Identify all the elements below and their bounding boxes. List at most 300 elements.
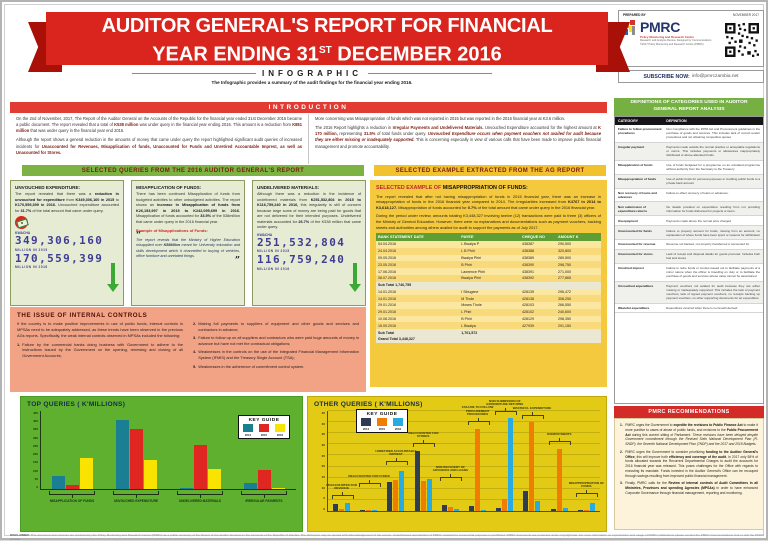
arrow-shaft — [111, 263, 115, 285]
definition-text: Use of funds budgeted for a programme on an unrelated programme without authority from the Secretary to the Treasury — [666, 163, 760, 172]
bar-group — [410, 451, 437, 511]
key-guide-entry — [361, 418, 371, 431]
bar-2014 — [333, 504, 338, 511]
divider-line — [368, 73, 492, 74]
x-category-label: UNACCOUNTED FOR FUNDS — [347, 474, 390, 479]
item-text: Weaknesses in the controls on the use of the Integrated Financial Management Information System (IFMIS) and the Treasury Single Account (TSA); — [198, 349, 359, 361]
bar-2014 — [244, 483, 257, 489]
bar-2015 — [393, 480, 398, 511]
table-cell: 24.04.2016 — [378, 249, 396, 254]
definition-category: Unaccounted for funds — [618, 228, 652, 233]
bar-2014 — [180, 488, 193, 489]
subscribe-bar — [618, 70, 764, 83]
table-cell: 428102 — [522, 310, 534, 315]
selected-queries-header: SELECTED QUERIES FROM THE 2016 AUDITOR GENERAL'S REPORT — [22, 165, 364, 176]
example-paragraph: The report revealed that after not having misappropriation of funds in 2015 financial year, there was an increase in misappropriation of funds in the 2016 financial year compared to 2014. The irregularities increased from K4767 in 2014 to K3,618,127. Misappropriation of funds accounted for 0.7% of the total amount that came under query in the 2016 financial year. — [376, 193, 601, 210]
card-body: The report revealed that there was a reduction in unvouched for expenditure from K349,306,160 in 2015 to K170,559,399 in 2016. Unvouched expenditure accounted for 31.7% of the total amount that came under query. — [15, 192, 119, 213]
subtotal-row — [376, 329, 601, 336]
chart-area — [27, 411, 296, 490]
item-number: 4. — [193, 349, 197, 355]
example-paragraph: During the period under review, amounts totaling K3,448,327 involving twelve (12) transactions were paid to three (3) officers of the Ministry of General Education. However, there were no explanations and documentations such as payment vouchers, backing sheets and authorities among others availed for audit to support the payments as of July 2017. — [376, 213, 601, 230]
swatch-year: 2014 — [244, 432, 252, 437]
definition-row — [615, 175, 763, 189]
subtotal-value — [459, 282, 520, 289]
definition-category: Overpayment — [618, 218, 638, 223]
subscribe-label: SUBSCRIBE NOW: — [643, 73, 690, 80]
bar-2014 — [360, 510, 365, 511]
x-category-label: UNDELIVERED MATERIALS — [178, 499, 222, 503]
definition-row — [615, 143, 763, 161]
internal-controls-panel — [10, 307, 366, 392]
definition-text: Revenue not banked, not properly transferred or accounted for — [666, 242, 750, 247]
bar-2016 — [272, 488, 285, 489]
subtotal-value: 1,701,572 — [459, 329, 520, 336]
bar-2016 — [535, 501, 540, 511]
bar-2014 — [116, 420, 129, 489]
definitions-col-definition: DEFINITION — [666, 119, 687, 123]
item-number: 3. — [193, 335, 197, 341]
table-cell: 428103 — [522, 303, 534, 308]
subtotal-label: Sub Total — [376, 329, 459, 336]
bar-2015 — [529, 422, 534, 511]
grand-total-row — [376, 336, 601, 343]
intro-paragraph: On the 2nd of November, 2017, The Report of the Auditor General on the Accounts of the Republic for the financial year ended 31st December 2016 became a public document. The report revealed that a total of K538 million was under query in the financial year ending 2016. This amount is a reduction from K881 million that was under query in the financial year end 2015. — [16, 116, 302, 134]
query-card-unvouched-expenditure — [10, 180, 124, 306]
bar-2015 — [339, 509, 344, 511]
bar-2016 — [454, 509, 459, 511]
x-category-label: UNVOUCHED EXPENDITURE — [113, 499, 159, 503]
y-tick-label: 0 — [323, 506, 325, 511]
bar-2015 — [502, 499, 507, 511]
definition-text: Failure to retire funds or monies issued out to facilitate payments of a minor nature when the officer is travelling on duty or to facilitate the purchase of goods and services whose value cannot be ascertained — [666, 266, 760, 279]
table-cell: 04.04.2016 — [378, 242, 396, 247]
col-bank-statement-date: BANK STATEMENT DATE — [376, 233, 459, 241]
category-bracket — [332, 495, 354, 499]
item-number: 3. — [620, 481, 623, 486]
x-category-label: WASTEFUL EXPENDITURE — [512, 406, 552, 411]
x-category-label: IRREGULAR PAYMENTS — [245, 499, 283, 503]
value-2015-label: MILLION IN 2015 — [15, 247, 48, 252]
definition-row — [615, 189, 763, 203]
subtotal-label: Sub Total 1,746,755 — [376, 282, 459, 289]
category-bracket — [359, 483, 381, 487]
bar-group — [169, 445, 233, 489]
table-cell: 271,000 — [558, 269, 571, 274]
y-tick-label: 150 — [32, 460, 38, 465]
currency-label: KWACHA — [15, 231, 31, 235]
x-axis-labels — [40, 490, 296, 503]
table-cell: 308,250 — [558, 296, 571, 301]
bar-2015 — [475, 429, 480, 511]
bar-2016 — [399, 471, 404, 511]
definition-category: Wasteful expenditure — [618, 305, 650, 310]
definition-row — [615, 216, 763, 226]
bar-2016 — [481, 510, 486, 511]
prepared-by-box — [618, 10, 764, 67]
table-cell: 277,865 — [558, 276, 571, 281]
internal-controls-item — [193, 349, 359, 361]
table-row — [376, 316, 601, 323]
table-row — [376, 241, 601, 248]
introduction-body — [10, 114, 607, 164]
definition-text: Failure to effect recovery of loans or advances. — [666, 190, 729, 195]
x-category-label: NON SUBMISSION OF EXPENDITURE RETURNS — [486, 398, 524, 407]
y-tick-label: 450 — [32, 411, 38, 415]
table-row — [376, 275, 601, 282]
value-2015: 349,306,160 — [15, 234, 104, 247]
pmrc-logo-subtitle: Policy Monitoring and Research Centre — [640, 34, 694, 39]
card-title: MISAPPLICATION OF FUNDS: — [136, 185, 202, 190]
divider-line — [132, 73, 256, 74]
table-header-row — [376, 233, 601, 241]
item-text: Weaknesses in the adherence of commitment control system. — [198, 363, 305, 369]
value-2015: 251,532,804 — [257, 235, 346, 249]
key-guide-swatches — [361, 418, 403, 431]
y-axis-labels — [314, 411, 327, 511]
definition-category: Unretired imprest — [618, 266, 644, 271]
x-category-label: UNACCOUNTED FOR REVENUE — [326, 482, 357, 491]
subtotal-label: Grand Total 3,448,327 — [376, 336, 459, 343]
key-guide-entry — [259, 424, 269, 437]
value-2015-label: MILLION IN 2015 — [257, 249, 290, 254]
y-tick-label: 0 — [36, 484, 38, 489]
bank-statement-table — [376, 233, 601, 342]
swatch-2014 — [361, 418, 371, 426]
intro-paragraph: More concerning was Misappropriation of funds which was not reported in 2015 but was reported in the 2016 financial year at K3.6 million. — [315, 116, 566, 121]
bar-2016 — [563, 508, 568, 511]
key-guide-entry — [393, 418, 403, 431]
bar-2014 — [551, 509, 556, 511]
bar-2015 — [584, 510, 589, 511]
table-cell: 290,500 — [558, 242, 571, 247]
bar-2016 — [144, 460, 157, 489]
definition-text: Lack of receipt and disposal details for goods procured. Includes both fuel and stores — [666, 252, 760, 261]
bar-2016 — [208, 469, 221, 489]
y-tick-label: 40 — [321, 421, 325, 426]
bar-2015 — [258, 470, 271, 489]
swatch-2014 — [243, 424, 253, 432]
top-queries-chart — [20, 396, 303, 532]
y-tick-label: 25 — [321, 453, 325, 458]
definition-text: Payments made outside the normal practice or acceptable regulations or norms. This includes payments or allowances inappropriately distributed or above allocated funds. — [666, 145, 760, 158]
table-cell: Lawrence Phiri — [461, 269, 486, 274]
coin-dot — [21, 222, 23, 224]
internal-controls-item — [193, 321, 359, 333]
table-row — [376, 289, 601, 296]
table-cell — [520, 329, 556, 336]
trend-down-arrow-icon — [349, 263, 361, 293]
intro-paragraph: Although the report shows a general reduction in the amounts of money that came under query the report highlighted significant audit queries of increased incidents for Unaccounted for Revenues, Misapplication of funds, Unaccounted for Funds and Unretired Accountable Imprest, as well as Unacounted for Stores. — [16, 137, 303, 155]
x-category — [168, 490, 232, 503]
internal-controls-item — [193, 364, 359, 370]
col-cheque-no: CHEQUE NO — [520, 233, 556, 241]
x-category-label: MISAPPROPRIATION OF FUNDS — [568, 480, 604, 489]
y-tick-label: 30 — [321, 442, 325, 447]
bracket-stem — [200, 495, 201, 498]
item-number: 5. — [193, 363, 197, 369]
bracket-stem — [342, 492, 343, 496]
swatch-year: 2015 — [260, 432, 268, 437]
recommendations-header: PMRC RECOMMENDATIONS — [614, 406, 764, 418]
bracket-stem — [264, 495, 265, 498]
bracket-stem — [72, 495, 73, 498]
table-cell: Bwalya Phiri — [461, 276, 482, 281]
publication-date: NOVEMBER 2017 — [732, 13, 759, 17]
table-cell: 298,350 — [558, 317, 571, 322]
arrow-head — [107, 284, 119, 292]
table-cell: L B Phiri — [461, 249, 475, 254]
table-cell: 438391 — [522, 269, 534, 274]
x-category-label: UNACCOUNTED FOR STORES — [407, 430, 439, 439]
x-category-label: FAILURE TO FOLLOW PROCUREMENT PROCEDURES — [461, 404, 494, 417]
definition-row — [615, 304, 763, 314]
bar-2016 — [590, 503, 595, 511]
table-cell: 10.08.2016 — [378, 317, 396, 322]
value-2016: 116,759,240 — [257, 253, 346, 267]
bar-group — [573, 503, 600, 511]
table-cell: 428129 — [522, 317, 534, 322]
bar-group — [437, 505, 464, 511]
item-text: PMRC urges the Government to consider prioritizing funding to the Auditor General's Office, this will improve both efficiency and coverage of the audit. In 2017 only 58% of funds allocated towards the Recurrent Departmental Charges to audit the accounts for 2016 financial year was released. This poses challenges for the Office with regards to executing its mandate. Funds invested in the Auditor General's Office can be recouped through savings resulting from improved public financial management. — [625, 449, 759, 478]
y-tick-label: 45 — [321, 411, 325, 415]
bar-2015 — [421, 481, 426, 511]
bracket-stem — [532, 412, 533, 416]
bar-2016 — [345, 503, 350, 511]
bar-2015 — [557, 449, 562, 511]
definition-text: Failure to properly account for funds, missing from an account, no explanation of where funds have been spent or reasons for withdrawal — [666, 228, 760, 237]
definition-category: Irregular payment — [618, 145, 645, 150]
pmrc-logo-line2: ©2017 Policy Monitoring and Research Centre (PMRC) — [640, 42, 704, 46]
bar-2014 — [442, 505, 447, 511]
page-title-line1: AUDITOR GENERAL'S REPORT FOR FINANCIAL — [101, 15, 553, 37]
table-cell: 09.05.2016 — [378, 255, 396, 260]
table-cell — [556, 329, 601, 336]
recommendation-item — [620, 423, 758, 447]
recommendations-panel — [614, 418, 764, 530]
definition-text: Payment vouchers not availed for audit because they are either missing or inadequately supported. This includes the lack of payment vouchers, lack of signed payment vouchers, no receipts backing up payment vouchers, no other supporting documents for an expenditure — [666, 284, 760, 301]
bar-2016 — [372, 510, 377, 511]
table-cell: B Phiri — [461, 317, 472, 322]
table-cell: 438387 — [522, 242, 534, 247]
definitions-header: DEFINITIONS OF CATEGORIES USED IN AUDITOR GENERAL REPORT ANALYSIS — [614, 98, 764, 116]
definitions-col-category: CATEGORY — [618, 119, 638, 123]
bar-2014 — [523, 491, 528, 511]
definition-row — [615, 125, 763, 143]
query-card-undelivered-materials — [252, 180, 366, 306]
money-icon — [15, 216, 28, 229]
header-tagline: The Infographic provides a summary of the audit findings for the financial year ending 2016. — [211, 80, 413, 85]
chart-key-guide — [356, 409, 408, 433]
category-bracket — [576, 493, 598, 497]
table-cell: 08.07.2016 — [378, 276, 396, 281]
category-bracket — [413, 443, 435, 447]
card-title: UNDELIVERED MATERIALS: — [257, 185, 320, 190]
y-tick-label: 35 — [321, 432, 325, 437]
bar-group — [41, 458, 105, 489]
bar-group — [491, 418, 518, 511]
bar-2015 — [66, 485, 79, 490]
definitions-table — [614, 116, 764, 404]
table-row — [376, 268, 601, 275]
subscribe-email[interactable]: info@pmrczambia.net — [691, 74, 739, 79]
y-tick-label: 400 — [32, 419, 38, 424]
item-number: 1. — [620, 423, 623, 427]
page-title-banner — [46, 12, 608, 65]
item-number: 1. — [17, 341, 21, 347]
definition-row — [615, 264, 763, 282]
category-bracket — [495, 411, 517, 415]
bar-2016 — [80, 458, 93, 489]
key-guide-swatches — [243, 424, 285, 437]
definition-category: Unaccounted for stores — [618, 252, 653, 257]
bracket-stem — [396, 458, 397, 462]
table-cell: 438388 — [522, 249, 534, 254]
internal-controls-col1 — [17, 321, 183, 372]
table-cell — [556, 282, 601, 289]
table-cell: 14.01.2016 — [378, 289, 396, 294]
query-cards — [10, 180, 366, 306]
bar-2014 — [52, 476, 65, 489]
page-title-line2: YEAR ENDING 31ST DECEMBER 2016 — [152, 43, 502, 66]
card-quote: The report reveals that the Ministry of Higher Education misapplied over K8Million meant for University education and skills development which it channelled to buying of vehicles, office furniture and unrelated things. — [136, 238, 240, 259]
table-cell: 428139 — [522, 289, 534, 294]
y-tick-label: 20 — [321, 464, 325, 469]
definition-category: Unaccounted for revenue — [618, 242, 656, 247]
table-cell: 29.01.2016 — [378, 303, 396, 308]
x-category-label: UNRETIRED ACCOUNTABLE IMPREST — [375, 448, 417, 457]
table-row — [376, 261, 601, 268]
internal-controls-intro: If the country is to make positive improvements in use of public funds, internal controls in MPSAs need to be adequately addressed, as these trends have been observed in the previous AGs reports. Specifically, the weak internal controls observed in MPSAs included the following: — [17, 321, 183, 338]
y-tick-label: 5 — [323, 496, 325, 501]
item-text: Finally, PMRC calls for the Review of internal controls of Audit Committees in all Ministries, Provinces and spending Agencies (MPSAs) in order to have enhanced Corporate Governance through financial management, reporting and monitoring. — [625, 481, 759, 495]
bar-2014 — [387, 482, 392, 511]
item-text: Making full payments to suppliers of equipment and other goods and services and contractors in advance; — [198, 321, 359, 332]
table-cell: 438389 — [522, 255, 534, 260]
y-tick-label: 250 — [32, 443, 38, 448]
table-row — [376, 248, 601, 255]
infographic-divider — [132, 69, 492, 78]
bar-2014 — [578, 510, 583, 511]
table-row — [376, 295, 601, 302]
y-tick-label: 350 — [32, 427, 38, 432]
x-category — [40, 490, 104, 503]
swatch-year: 2016 — [276, 432, 284, 437]
category-bracket — [468, 421, 490, 425]
trend-down-arrow-icon — [107, 263, 119, 293]
table-cell: 289,500 — [558, 255, 571, 260]
card-example-heading: Example of Misapplications of Funds: — [136, 227, 208, 233]
table-row — [376, 255, 601, 262]
key-guide-entry — [275, 424, 285, 437]
definition-category: Unvouched expenditure — [618, 284, 654, 288]
y-tick-label: 100 — [32, 468, 38, 473]
value-2016-label: MILLION IN 2016 — [257, 266, 290, 271]
definition-row — [615, 240, 763, 250]
swatch-2016 — [275, 424, 285, 432]
key-guide-title: KEY GUIDE — [248, 417, 280, 423]
swatch-2015 — [377, 418, 387, 426]
card-body: There has been continued Misapplication of funds from budgeted activities to other unbudgeted activities. The report shows an increase in Misapplication of funds from K26,153,997 in 2015 to K242,095,699 in 2016. Misapplication of funds accounted for 33.5% of the 538million that came under query in the 2016 financial year. — [136, 192, 240, 224]
definition-category: Failure to follow procurement procedures — [618, 127, 662, 136]
definition-row — [615, 282, 763, 304]
currency-label: KWACHA — [257, 232, 273, 237]
bracket-stem — [423, 440, 424, 444]
table-cell: L Bwalya P — [461, 242, 480, 247]
definition-text: Non Compliance with the ZPPA Act and Procurement guidelines in the purchase of goods and services. This includes lack of correct tender procedures and not obtaining competitive quotes — [666, 127, 760, 140]
swatch-year: 2015 — [378, 426, 386, 431]
bracket-stem — [369, 480, 370, 484]
table-cell: 298,750 — [558, 262, 571, 267]
table-row — [376, 302, 601, 309]
table-cell: 29.01.2016 — [378, 310, 396, 315]
table-cell: M Thole — [461, 296, 475, 301]
chart-key-guide — [238, 415, 290, 439]
bar-group — [232, 470, 296, 489]
table-cell — [520, 282, 556, 289]
recommendation-item — [620, 481, 758, 495]
table-cell: Moses Thole — [461, 303, 482, 308]
pmrc-logo-text: PMRC — [640, 19, 681, 35]
internal-controls-heading: THE ISSUE OF INTERNAL CONTROLS — [17, 312, 148, 319]
x-category-label: MISAPPLICATION OF FUNDS — [49, 499, 95, 503]
definition-category: Misapplication of funds — [618, 163, 653, 168]
bar-group — [546, 449, 573, 511]
category-bracket — [522, 415, 544, 419]
x-category-label: NON RECOVERY OF ADVANCES AND LOANS — [432, 464, 468, 473]
x-category — [104, 490, 168, 503]
bracket-stem — [136, 495, 137, 498]
example-paragraphs — [376, 194, 601, 231]
bracket-stem — [559, 438, 560, 442]
chart-title: TOP QUERIES ( K'MILLIONS) — [27, 401, 126, 408]
x-category — [232, 490, 296, 503]
definition-category: Non submission of expenditure returns — [618, 204, 648, 213]
y-tick-label: 15 — [321, 474, 325, 479]
introduction-left-column — [10, 114, 308, 164]
bar-2014 — [496, 508, 501, 511]
bar-group — [105, 420, 169, 489]
swatch-2015 — [259, 424, 269, 432]
open-quote-icon: “ — [136, 230, 142, 241]
table-cell: Bwalya Phiri — [461, 255, 482, 260]
y-tick-label: 200 — [32, 452, 38, 457]
table-cell: 438390 — [522, 262, 534, 267]
table-cell: L Phiri — [461, 310, 472, 315]
table-row — [376, 322, 601, 329]
internal-controls-item — [17, 342, 183, 360]
subtotal-row — [376, 282, 601, 289]
table-cell: I Sibugene — [461, 289, 479, 294]
bar-2014 — [415, 451, 420, 511]
y-tick-label: 300 — [32, 435, 38, 440]
table-cell: 291,150 — [558, 323, 571, 328]
example-heading: SELECTED EXAMPLE OF MISAPPROPRIATION OF FUNDS: — [376, 185, 528, 191]
arrow-head — [349, 284, 361, 292]
internal-controls-item — [193, 335, 359, 347]
key-guide-entry — [243, 424, 253, 437]
category-bracket — [440, 477, 462, 481]
x-category-label: OVERPAYMENTS — [546, 432, 572, 437]
qr-code[interactable] — [725, 23, 759, 57]
intro-paragraph: The 2016 Report highlights a reduction in Irregular Payments and Undelivered Materials. Unvouched Expenditure accounted for the highest amount at K 170 million, representing 31.5% of total funds under query. Unvouched Expenditure occurs when payment vouchers not availed for audit because they are either missing or inadequately supported. This is concerning especially in view of various calls that have been made to improve public financial management and promote accountability. — [315, 125, 602, 149]
y-tick-label: 50 — [34, 476, 38, 481]
footer-disclaimer: DISCLAIMER: This document and contents are produced by the Policy Monitoring and Research Centre (PMRC) as a public summary of the Report of the Auditor General on the Accounts of the Republic of Zambia. The document may be quoted with acknowledgement of the source. Unauthorised reproduction of PMRC material for commercial purposes is prohibited; PMRC documents are protected under copyright law. For more information on reproduction and usage of PMRC publications please contact the PMRC Communications Unit or visit the PMRC website. — [10, 533, 764, 541]
table-cell: 23.05.2016 — [378, 262, 396, 267]
bracket-stem — [478, 418, 479, 422]
table-cell: L Bwalya — [461, 323, 476, 328]
table-cell: 428138 — [522, 296, 534, 301]
prepared-by-label: PREPARED BY — [623, 13, 646, 17]
